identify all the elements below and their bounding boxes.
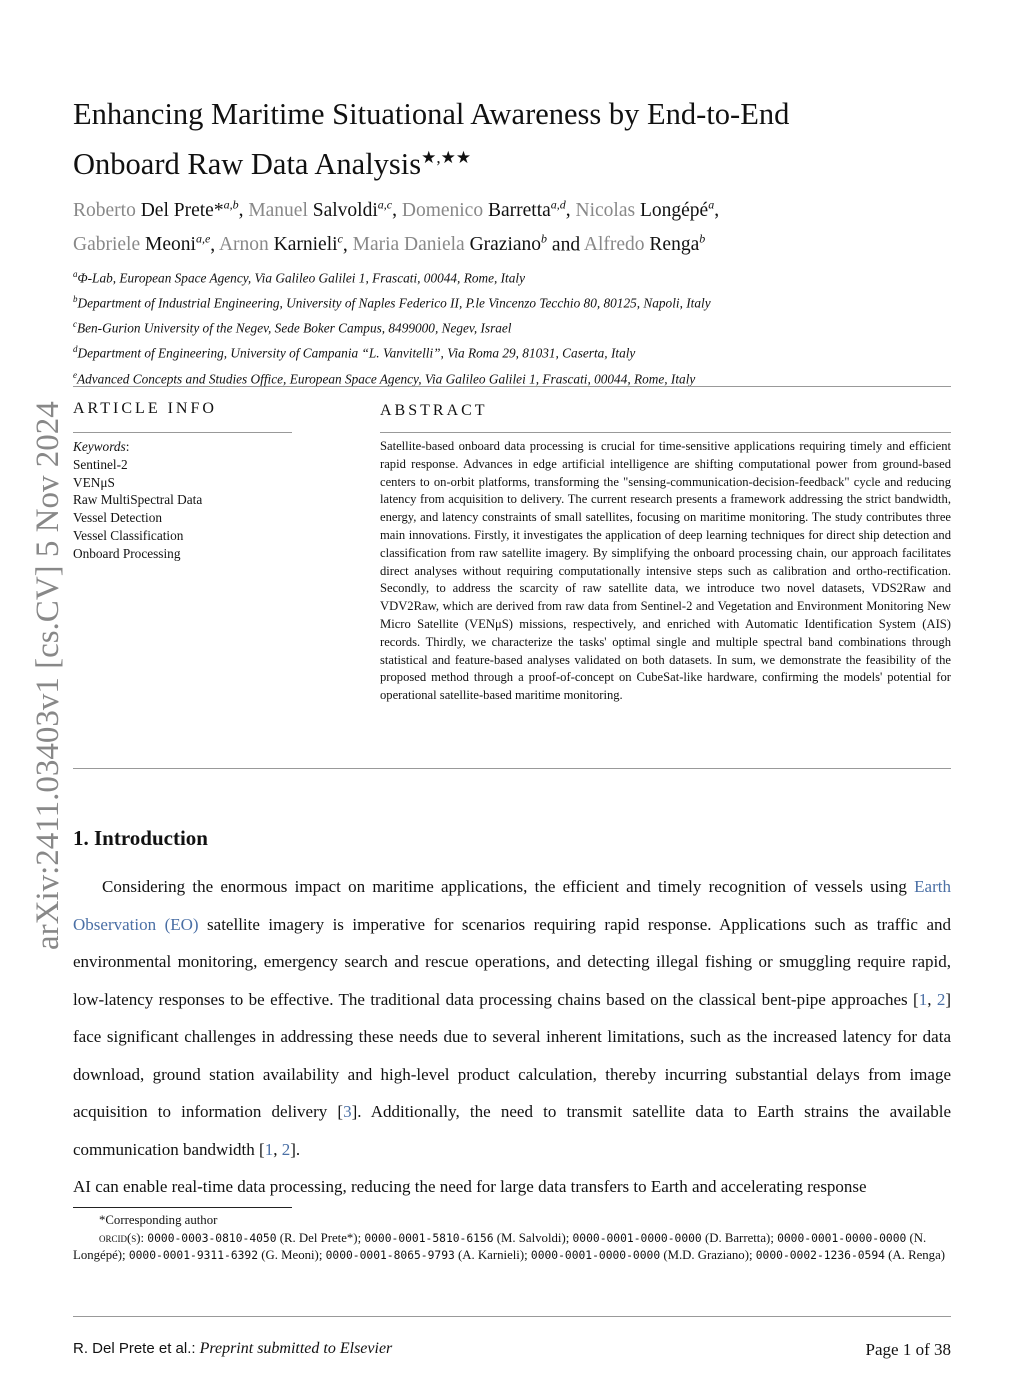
abstract-heading: ABSTRACT [380,402,488,419]
orcid-entry: 0000-0001-8065-9793 (A. Karnieli); [325,1248,531,1262]
author-surname: Karnieli [273,234,338,255]
citation-link[interactable]: 2 [936,989,946,1009]
author-given-name: Domenico [401,199,484,221]
affiliation [73,289,711,314]
author-given-name: Nicolas [575,199,636,221]
divider [73,386,951,387]
author-surname: Longépé [639,199,709,221]
affiliation-text: Φ-Lab, European Space Agency, Via Galileo Galilei 1, Frascati, 00044, Rome, Italy [77,270,525,286]
affiliation [73,314,711,339]
footnote-rule [73,1207,292,1208]
keyword: Sentinel-2 [73,456,128,472]
author-affiliation-keys: b [699,231,706,246]
affiliation [73,339,711,364]
author-surname: Meoni [145,234,196,255]
orcid-name: (R. Del Prete*) [279,1230,358,1245]
affiliation-key: b [73,294,78,305]
section-heading-introduction: 1. Introduction [73,826,208,850]
footer-authors: R. Del Prete et al.: [73,1340,196,1357]
orcid-id[interactable]: 0000-0001-5810-6156 [364,1231,494,1245]
title-line-1: Enhancing Maritime Situational Awareness by End-to-End [73,97,790,131]
citation-link[interactable]: 1 [264,1139,274,1159]
author-affiliation-keys: a,d [550,197,566,211]
author [352,231,548,255]
keywords-label: Keywords [73,439,126,454]
orcid-name: (A. Renga) [888,1248,946,1262]
author-given-name: Manuel [248,199,308,221]
divider [380,432,951,433]
author-surname: Renga [649,234,700,255]
acronym-link-eo[interactable]: Earth Observation (EO) [73,877,951,934]
orcid-entry: 0000-0001-9311-6392 (G. Meoni); [128,1248,326,1262]
author-affiliation-keys: a,b [223,197,239,211]
corresponding-author-note: *Corresponding author [99,1213,218,1227]
keyword: Vessel Classification [73,527,184,543]
affiliation-text: Department of Engineering, University of Campania “L. Vanvitelli”, Via Roma 29, 81031, Caserta, Italy [77,345,636,361]
orcid-entry: 0000-0003-0810-4050 (R. Del Prete*); [147,1230,365,1245]
author-given-name: Alfredo [583,234,645,255]
author-surname: Barretta [487,199,551,221]
citation-link[interactable]: 3 [343,1102,352,1121]
author [575,197,715,221]
author-affiliation-keys: c [337,231,343,246]
author [73,231,211,255]
title-line-2: Onboard Raw Data Analysis [73,147,422,182]
author-given-name: Arnon [218,234,269,255]
author [248,197,393,221]
text: ]. [290,1139,301,1159]
keyword: Onboard Processing [73,545,181,561]
author-affiliation-keys: b [541,231,548,246]
affiliation-key: d [73,344,78,355]
keywords: Keywords: Sentinel-2 VENμS Raw MultiSpectral Data Vessel Detection Vessel Classification Onboard Processing [73,439,203,561]
affiliation-key: c [73,319,77,330]
article-info-heading: ARTICLE INFO [73,400,217,417]
footnote [73,1212,951,1265]
footer-citation [73,1340,392,1358]
author-given-name: Maria Daniela [352,234,465,255]
author-list: Roberto Del Prete*$^{a,b}$, Manuel Salvoldi$^{a,c}$, Domenico Barretta$^{a,d}$, Nicolas Longépé$^a$, Gabriele Meoni$^{a,e}$, Arnon Karnieli$^c$, Maria Daniela Graziano$^b$ and Alfredo Renga$^b$ [73,197,720,255]
author-affiliation-keys: a,c [377,197,393,211]
keyword: Vessel Detection [73,510,162,526]
orcid-entry: 0000-0001-5810-6156 (M. Salvoldi); [364,1230,573,1245]
affiliation-key: a [73,269,78,279]
orcid-id[interactable]: 0000-0001-0000-0000 [777,1231,907,1245]
keyword: Raw MultiSpectral Data [73,492,203,508]
author-surname: Graziano [469,234,542,255]
paragraph: AI can enable real-time data processing, reducing the need for large data transfers to Earth and accelerating response [73,1177,867,1196]
author [401,197,566,221]
orcid-id[interactable]: 0000-0003-0810-4050 [147,1231,277,1245]
text: ]. Additionally, the need to transmit satellite data to Earth strains the available communication bandwidth [ [73,1102,951,1159]
affiliation-text: Advanced Concepts and Studies Office, European Space Agency, Via Galileo Galilei 1, Frascati, 00044, Rome, Italy [77,370,696,386]
orcid-name: (A. Karnieli) [458,1248,525,1262]
divider [73,432,292,433]
orcid-id[interactable]: 0000-0001-9311-6392 [128,1249,259,1262]
footer-divider [73,1316,951,1317]
footer-venue: Preprint submitted to Elsevier [199,1340,393,1357]
text: Considering the enormous impact on maritime applications, the efficient and timely recognition of vessels using [102,877,915,896]
orcid-label: orcid(s): [99,1230,145,1245]
citation-link[interactable]: 2 [281,1139,291,1159]
orcid-name: (M.D. Graziano) [663,1248,749,1262]
corresponding-mark: * [213,199,224,221]
affiliations [73,264,711,390]
author-given-name: Gabriele [73,234,141,255]
author [583,231,706,255]
orcid-name: (M. Salvoldi) [496,1230,566,1245]
orcid-name: (D. Barretta) [704,1230,771,1245]
author-given-name: Roberto [73,199,136,221]
keyword: VENμS [73,474,115,490]
affiliation-text: Department of Industrial Engineering, University of Naples Federico II, P.le Vincenzo Tecchio 80, 80125, Napoli, Italy [77,295,711,311]
orcid-entry [756,1248,945,1262]
author-surname: Del Prete [140,199,214,221]
arxiv-stamp: arXiv:2411.03403v1 [cs.CV] 5 Nov 2024 [30,401,66,950]
author-surname: Salvoldi [312,199,378,221]
paper-title [73,93,953,186]
author [218,231,343,255]
orcid-name: (G. Meoni) [261,1248,319,1262]
orcid-entry: 0000-0001-0000-0000 (M.D. Graziano); [530,1248,756,1262]
orcid-entry: 0000-0001-0000-0000 (N. Longépé); [73,1230,927,1262]
affiliation-key: e [73,369,77,380]
author [73,197,239,221]
affiliation [73,264,711,289]
citation-link[interactable]: 1 [918,989,928,1009]
orcid-id[interactable]: 0000-0001-0000-0000 [572,1231,702,1245]
author-affiliation-keys: a,e [195,231,211,246]
paragraph: Considering the enormous impact on maritime applications, the efficient and timely recognition of vessels using Earth Observation (EO) satellite imagery is imperative for scenarios requiring rapid response. Applications such as traffic and environmental monitoring, emergency search and rescue operations, and detecting illegal fishing or smuggling require rapid, low-latency responses to be effective. The traditional data processing chains based on the classical bent-pipe approaches [1, 2] face significant challenges in addressing these needs due to several inherent limitations, such as the increased latency for data download, ground station availability and high-level product calculation, thereby incurring substantial delays from image acquisition to information delivery [3]. Additionally, the need to transmit satellite data to Earth strains the available communication bandwidth [1, 2]. [73,877,951,1159]
affiliation-text: Ben-Gurion University of the Negev, Sede Boker Campus, 8499000, Negev, Israel [77,320,512,336]
page-number: Page 1 of 38 [865,1340,951,1359]
introduction-body [73,868,951,1206]
title-marks: ★,★★ [421,148,472,167]
and-text: and [551,234,581,255]
orcid-entry: 0000-0001-0000-0000 (D. Barretta); [572,1230,778,1245]
author-affiliation-keys: a [708,197,715,211]
orcid-name: (N. Longépé) [73,1230,927,1262]
orcid-id[interactable]: 0000-0001-0000-0000 [530,1249,661,1262]
text: satellite imagery is imperative for scenarios requiring rapid response. Applications such as traffic and environmental monitoring, emergency search and rescue operations, and detecting illegal fishing or smuggling require rapid, low-latency responses to be effective. The traditional data processing chains based on the classical bent-pipe approaches [ [73,914,951,1009]
orcid-id[interactable]: 0000-0002-1236-0594 [755,1249,885,1262]
orcid-id[interactable]: 0000-0001-8065-9793 [325,1249,455,1262]
divider [73,768,951,769]
text: ] face significant challenges in addressing these needs due to several inherent limitations, such as the increased latency for data download, ground station availability and high-level product calculation, thereby incurring substantial delays from image acquisition to information delivery [ [73,989,951,1121]
abstract-text: Satellite-based onboard data processing is crucial for time-sensitive applications requiring timely and efficient rapid response. Advances in edge artificial intelligence are shifting computational power from ground-based centers to on-orbit platforms, transforming the "sensing-communication-decision-feedback" cycle and reducing latency from acquisition to delivery. The current research presents a framework addressing the strict bandwidth, energy, and latency constraints of small satellites, focusing on maritime monitoring. The study contributes three main innovations. Firstly, it investigates the application of deep learning techniques for direct ship detection and classification from raw satellite imagery. By simplifying the onboard processing chain, our approach facilitates direct analyses without requiring computationally intensive steps such as calibration and ortho-rectification. Secondly, to address the scarcity of raw satellite data, we introduce two novel datasets, VDS2Raw and VDV2Raw, which are derived from raw data from Sentinel-2 and Vegetation and Environment Monitoring New Micro Satellite (VENμS) missions, respectively, and enriched with Automatic Identification System (AIS) records. Thirdly, we characterize the tasks' optimal single and multiple spectral band combinations through statistical and feature-based analyses validated on both datasets. In sum, we demonstrate the feasibility of the proposed method through a proof-of-concept on CubeSat-like hardware, confirming the models' potential for operational satellite-based maritime monitoring. [380,439,951,703]
